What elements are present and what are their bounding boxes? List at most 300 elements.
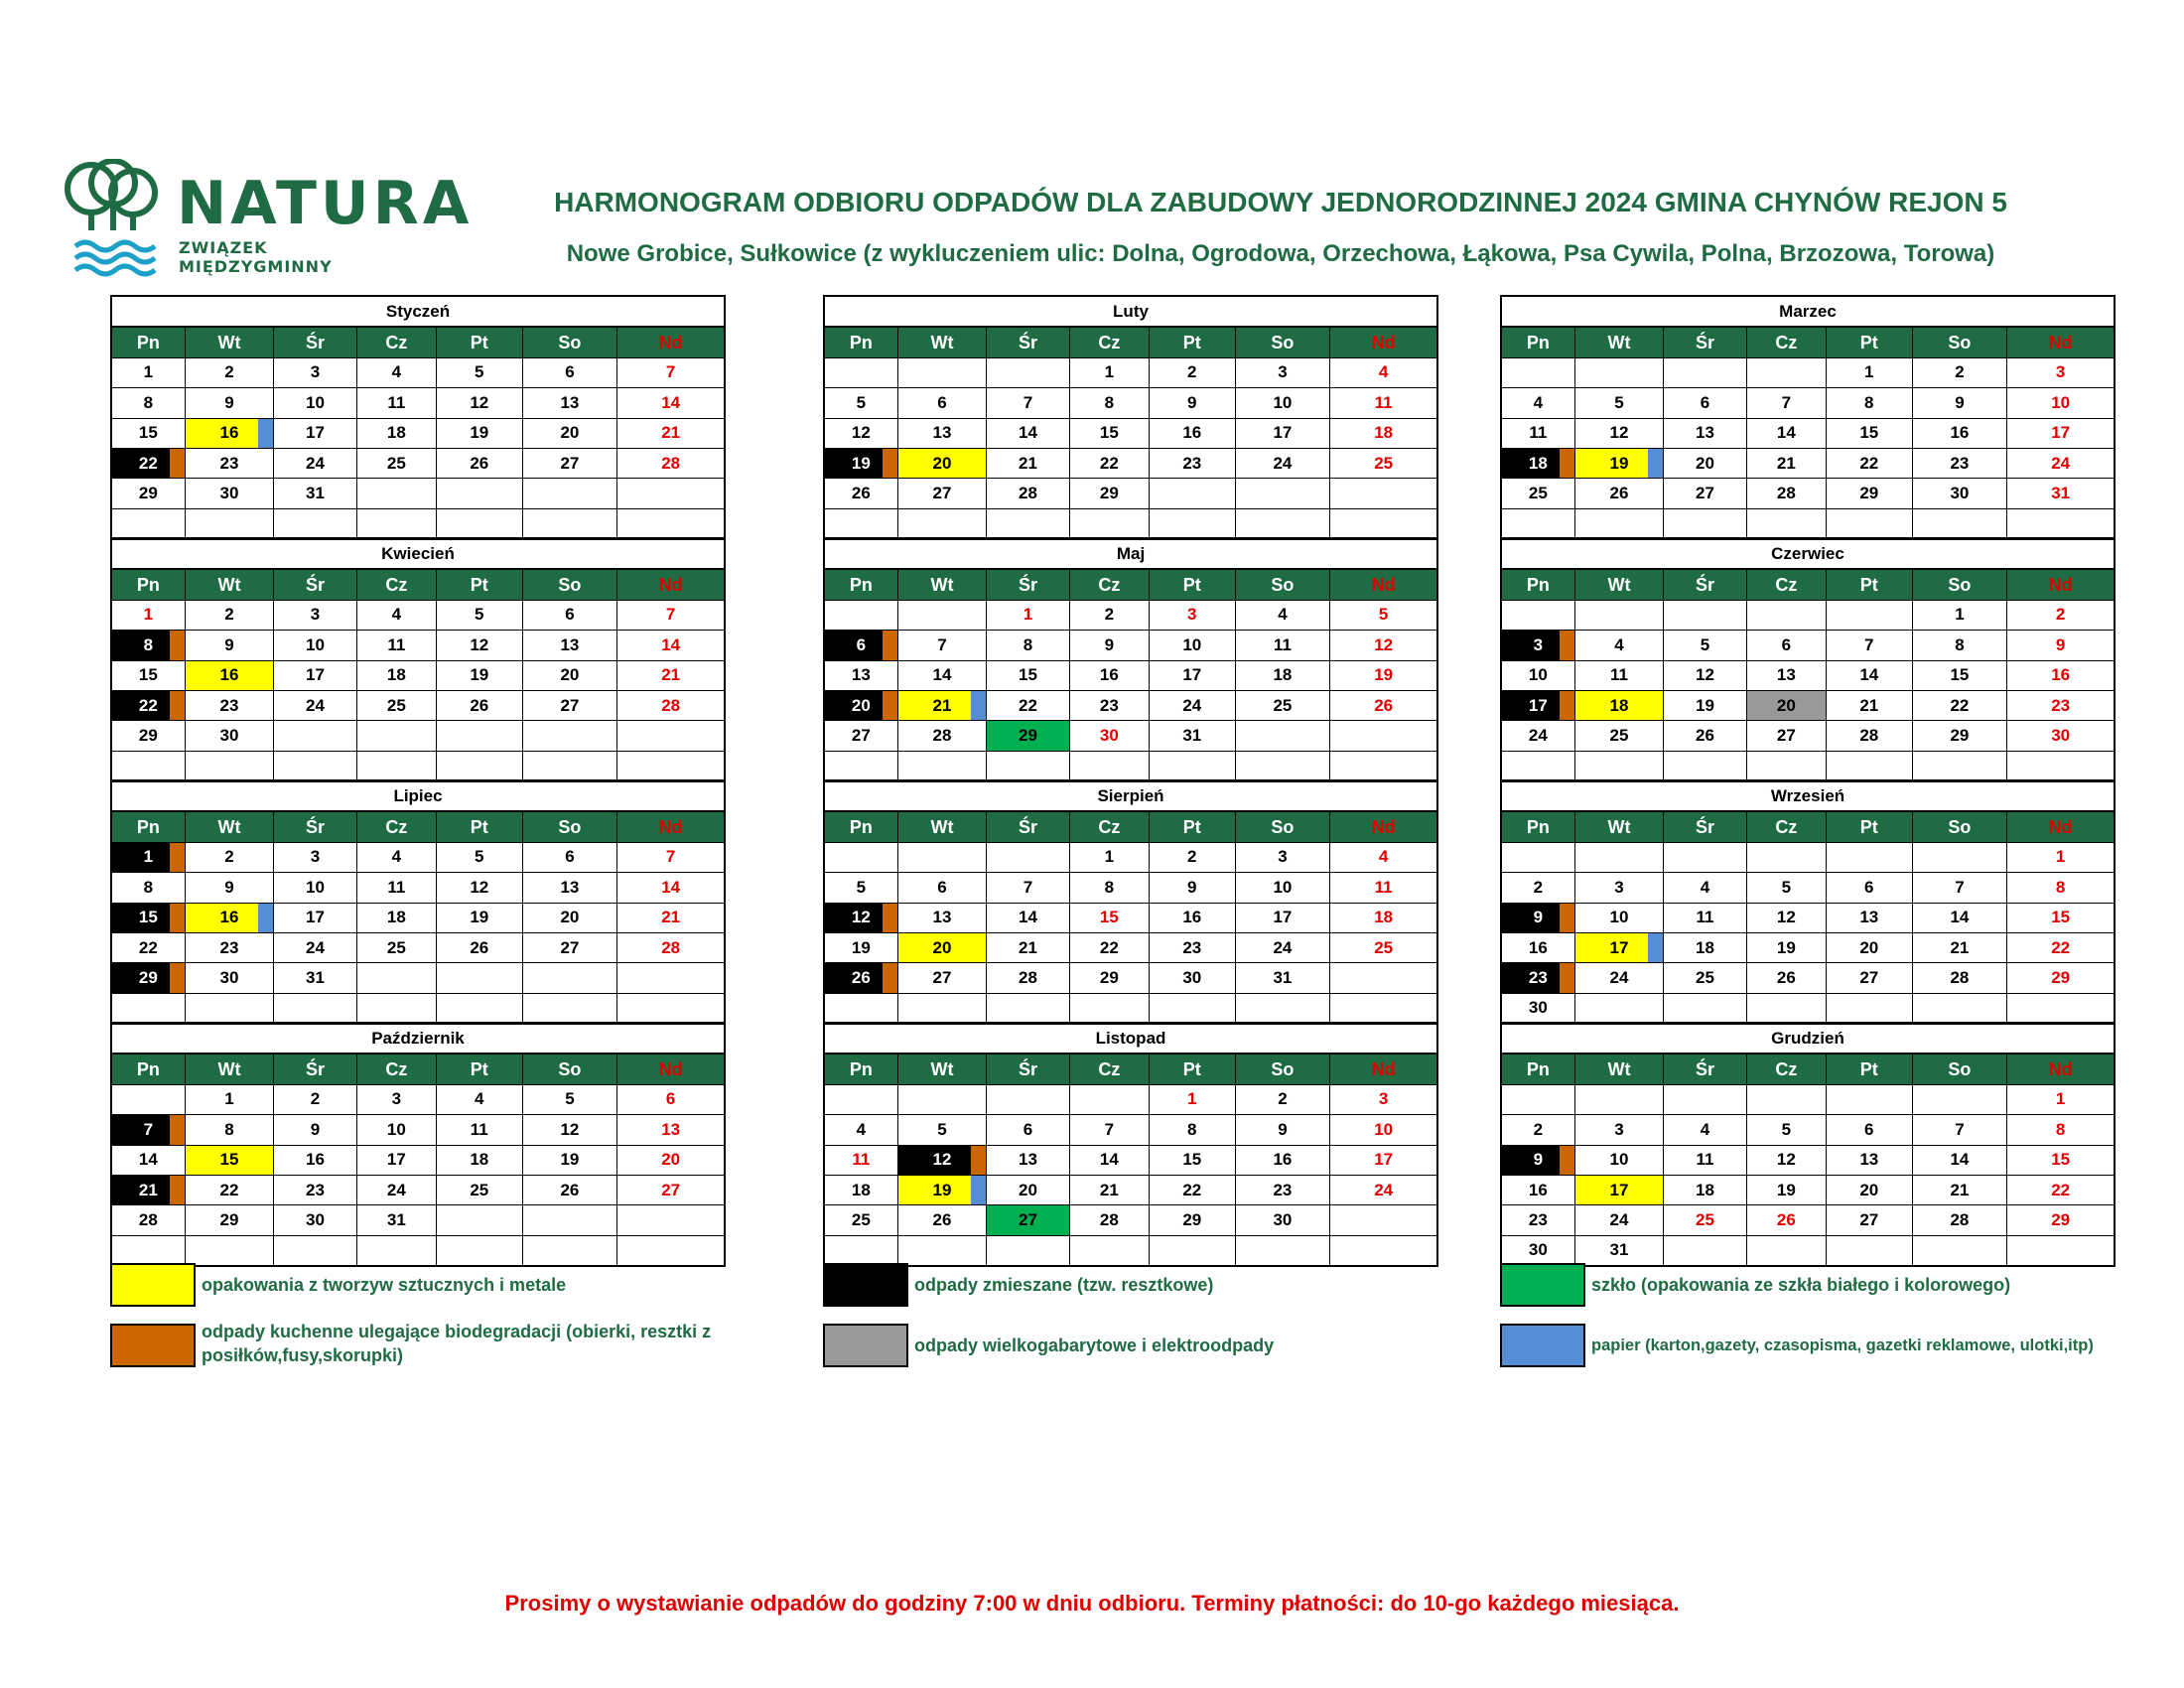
day-cell <box>1574 690 1664 720</box>
day-number: 8 <box>1864 392 1874 412</box>
day-number: 5 <box>1700 634 1710 654</box>
day-number: 29 <box>1859 484 1879 503</box>
empty-cell <box>522 479 617 508</box>
day-number: 5 <box>856 392 867 412</box>
day-cell <box>824 479 897 508</box>
weekday-header: Cz <box>356 1054 436 1084</box>
day-cell <box>274 660 356 690</box>
day-number: 26 <box>1696 726 1714 746</box>
weekday-header: Pt <box>1150 811 1236 842</box>
weekday-header: Pn <box>824 1054 897 1084</box>
day-number: 30 <box>306 1210 325 1230</box>
bio-waste-marker <box>883 449 897 478</box>
day-number: 27 <box>1859 1210 1879 1230</box>
empty-cell <box>987 1084 1069 1114</box>
day-cell <box>1746 418 1826 448</box>
day-cell <box>522 418 617 448</box>
weekday-header: Nd <box>2007 569 2115 600</box>
empty-cell <box>1827 1084 1913 1114</box>
weekday-header: So <box>522 569 617 600</box>
weekday-header: Pt <box>437 811 523 842</box>
empty-cell <box>2007 751 2115 781</box>
day-number: 9 <box>224 634 234 654</box>
day-number: 15 <box>1182 1150 1202 1170</box>
day-number: 30 <box>219 726 239 746</box>
legend-swatch <box>1500 1263 1585 1307</box>
day-number: 6 <box>1864 877 1874 897</box>
day-number: 10 <box>1528 665 1548 685</box>
day-cell <box>1330 631 1437 660</box>
empty-cell <box>897 508 987 539</box>
day-number: 14 <box>1019 423 1037 443</box>
day-number: 13 <box>932 908 952 927</box>
day-cell <box>1150 1115 1236 1145</box>
day-number: 12 <box>1696 665 1714 685</box>
day-cell <box>185 721 274 751</box>
empty-cell <box>356 963 436 993</box>
day-number: 26 <box>1374 695 1394 715</box>
day-number: 16 <box>1528 1180 1548 1199</box>
day-cell <box>1330 690 1437 720</box>
day-cell <box>1150 1084 1236 1114</box>
day-number: 7 <box>1023 392 1033 412</box>
day-number: 10 <box>306 877 325 897</box>
empty-cell <box>1664 993 1746 1024</box>
day-cell <box>522 357 617 387</box>
day-cell <box>987 418 1069 448</box>
day-number: 16 <box>219 665 239 685</box>
month-calendar <box>823 295 1438 540</box>
day-cell <box>1330 1115 1437 1145</box>
day-cell <box>356 1115 436 1145</box>
weekday-header: Pt <box>437 327 523 357</box>
paper-marker <box>258 904 273 932</box>
day-cell <box>1912 1145 2007 1175</box>
day-number: 29 <box>1182 1210 1202 1230</box>
day-cell <box>824 721 897 751</box>
day-number: 12 <box>470 392 489 412</box>
day-number: 22 <box>219 1180 239 1199</box>
day-cell <box>1069 1205 1149 1235</box>
month-name: Marzec <box>1501 296 2115 327</box>
empty-cell <box>1746 1084 1826 1114</box>
day-number: 28 <box>661 453 681 473</box>
day-cell <box>824 448 897 478</box>
day-number: 5 <box>475 605 484 625</box>
empty-cell <box>2007 1235 2115 1266</box>
day-cell <box>2007 690 2115 720</box>
month-calendar <box>823 779 1438 1025</box>
day-cell <box>1912 1175 2007 1204</box>
bio-waste-marker <box>1560 691 1574 720</box>
day-cell <box>1912 1205 2007 1235</box>
day-cell <box>987 1115 1069 1145</box>
day-cell <box>1827 1115 1913 1145</box>
empty-cell <box>356 1235 436 1266</box>
day-cell <box>1574 903 1664 932</box>
empty-cell <box>1235 721 1330 751</box>
day-number: 30 <box>219 484 239 503</box>
day-cell <box>1746 1205 1826 1235</box>
day-cell <box>1746 1115 1826 1145</box>
day-cell <box>437 1084 523 1114</box>
day-cell <box>824 963 897 993</box>
weekday-header: Cz <box>1746 327 1826 357</box>
day-cell <box>522 1084 617 1114</box>
empty-cell <box>1664 1084 1746 1114</box>
day-cell <box>617 1145 725 1175</box>
day-number: 25 <box>470 1180 489 1199</box>
day-cell <box>1746 1145 1826 1175</box>
day-cell <box>522 600 617 630</box>
weekday-header: Cz <box>1746 811 1826 842</box>
day-cell <box>1664 479 1746 508</box>
bio-waste-marker <box>170 843 185 872</box>
day-number: 14 <box>661 877 681 897</box>
empty-cell <box>185 993 274 1024</box>
day-cell <box>274 600 356 630</box>
day-cell <box>1330 873 1437 903</box>
day-cell <box>1912 932 2007 962</box>
empty-cell <box>1069 508 1149 539</box>
day-number: 9 <box>1533 908 1544 927</box>
weekday-header: So <box>1912 327 2007 357</box>
day-cell <box>1501 690 1574 720</box>
day-cell <box>111 388 185 418</box>
weekday-header: Pn <box>1501 811 1574 842</box>
day-number: 24 <box>1609 1210 1629 1230</box>
day-number: 26 <box>470 937 489 957</box>
day-number: 17 <box>1609 1180 1629 1199</box>
day-number: 15 <box>1859 423 1879 443</box>
day-number: 25 <box>851 1210 871 1230</box>
weekday-header: Pn <box>824 327 897 357</box>
empty-cell <box>897 1084 987 1114</box>
day-cell <box>1664 388 1746 418</box>
day-number: 20 <box>932 453 952 473</box>
day-cell <box>1827 660 1913 690</box>
month-name: Luty <box>824 296 1437 327</box>
empty-cell <box>1912 508 2007 539</box>
day-number: 30 <box>219 968 239 988</box>
day-number: 3 <box>310 847 321 867</box>
day-number: 4 <box>1700 877 1710 897</box>
day-number: 9 <box>2055 634 2066 654</box>
day-number: 2 <box>1278 1089 1288 1109</box>
day-number: 18 <box>386 665 406 685</box>
day-number: 2 <box>224 605 234 625</box>
day-cell <box>111 1145 185 1175</box>
day-cell <box>1827 631 1913 660</box>
day-cell <box>1912 721 2007 751</box>
day-number: 9 <box>1187 392 1197 412</box>
empty-cell <box>897 751 987 781</box>
legend-swatch <box>823 1324 908 1367</box>
day-cell <box>185 932 274 962</box>
day-cell <box>2007 1084 2115 1114</box>
day-cell <box>1664 963 1746 993</box>
day-cell <box>1069 660 1149 690</box>
day-number: 16 <box>1273 1150 1293 1170</box>
day-number: 7 <box>1955 877 1965 897</box>
day-cell <box>1150 690 1236 720</box>
day-cell <box>897 660 987 690</box>
day-cell <box>1330 903 1437 932</box>
day-cell <box>185 873 274 903</box>
bio-waste-marker <box>883 904 897 932</box>
day-cell <box>1664 1115 1746 1145</box>
day-number: 22 <box>1182 1180 1202 1199</box>
month-name: Styczeń <box>111 296 725 327</box>
empty-cell <box>617 1235 725 1266</box>
weekday-header: Pn <box>1501 1054 1574 1084</box>
day-cell <box>1912 357 2007 387</box>
day-cell <box>617 448 725 478</box>
month-name: Kwiecień <box>111 538 725 569</box>
day-number: 9 <box>224 877 234 897</box>
bio-waste-marker <box>883 691 897 720</box>
day-number: 17 <box>306 665 325 685</box>
day-number: 27 <box>560 453 580 473</box>
day-number: 24 <box>1374 1180 1394 1199</box>
day-cell <box>2007 1115 2115 1145</box>
day-number: 12 <box>851 908 871 927</box>
day-number: 26 <box>851 484 871 503</box>
day-number: 13 <box>1859 908 1879 927</box>
weekday-header: Cz <box>1069 1054 1149 1084</box>
day-number: 5 <box>1781 877 1792 897</box>
day-cell <box>1150 388 1236 418</box>
empty-cell <box>987 751 1069 781</box>
empty-cell <box>1501 751 1574 781</box>
empty-cell <box>522 993 617 1024</box>
day-number: 28 <box>661 937 681 957</box>
bio-waste-marker <box>883 631 897 659</box>
empty-cell <box>1664 842 1746 872</box>
day-number: 15 <box>1099 908 1119 927</box>
day-cell <box>1069 873 1149 903</box>
day-number: 23 <box>1528 1210 1548 1230</box>
day-number: 24 <box>1273 937 1293 957</box>
day-cell <box>617 357 725 387</box>
day-number: 10 <box>1273 877 1293 897</box>
day-cell <box>1069 903 1149 932</box>
empty-cell <box>1330 751 1437 781</box>
day-number: 17 <box>306 908 325 927</box>
day-cell <box>1501 1115 1574 1145</box>
day-cell <box>1150 932 1236 962</box>
day-cell <box>2007 903 2115 932</box>
day-number: 21 <box>1019 937 1037 957</box>
day-cell <box>1150 842 1236 872</box>
day-cell <box>356 357 436 387</box>
day-cell <box>1150 963 1236 993</box>
day-number: 8 <box>2055 1119 2066 1139</box>
day-cell <box>274 1115 356 1145</box>
day-number: 21 <box>661 423 681 443</box>
day-number: 7 <box>1864 634 1874 654</box>
day-cell <box>1330 418 1437 448</box>
day-cell <box>897 721 987 751</box>
day-cell <box>1330 1084 1437 1114</box>
day-cell <box>522 1145 617 1175</box>
day-cell <box>1150 660 1236 690</box>
day-cell <box>522 1115 617 1145</box>
month-calendar <box>1500 537 2116 782</box>
day-number: 8 <box>2055 877 2066 897</box>
day-number: 6 <box>565 362 575 382</box>
day-number: 19 <box>851 453 871 473</box>
day-cell <box>1501 1235 1574 1266</box>
month-name: Wrzesień <box>1501 780 2115 811</box>
page-subtitle: Nowe Grobice, Sułkowice (z wykluczeniem ulic: Dolna, Ogrodowa, Orzechowa, Łąkowa, Psa Cywila, Polna, Brzozowa, Torowa) <box>566 240 1995 267</box>
weekday-header: Wt <box>897 327 987 357</box>
day-number: 21 <box>1099 1180 1119 1199</box>
day-cell <box>1501 631 1574 660</box>
day-cell <box>1912 448 2007 478</box>
day-cell <box>2007 388 2115 418</box>
day-cell <box>617 873 725 903</box>
day-cell <box>111 1175 185 1204</box>
day-number: 15 <box>1099 423 1119 443</box>
day-cell <box>1330 1145 1437 1175</box>
day-cell <box>522 842 617 872</box>
day-number: 18 <box>851 1180 871 1199</box>
day-number: 13 <box>560 634 580 654</box>
weekday-header: Pn <box>1501 569 1574 600</box>
day-number: 1 <box>143 362 154 382</box>
day-cell <box>1235 357 1330 387</box>
day-number: 11 <box>1696 908 1714 927</box>
day-cell <box>111 631 185 660</box>
day-number: 6 <box>565 605 575 625</box>
day-cell <box>897 631 987 660</box>
empty-cell <box>1827 600 1913 630</box>
day-cell <box>1235 1115 1330 1145</box>
day-cell <box>356 1175 436 1204</box>
empty-cell <box>1746 842 1826 872</box>
day-cell <box>1746 932 1826 962</box>
day-cell <box>987 448 1069 478</box>
day-number: 19 <box>932 1180 952 1199</box>
day-cell <box>185 388 274 418</box>
day-number: 7 <box>1023 877 1033 897</box>
day-cell <box>617 1084 725 1114</box>
empty-cell <box>1574 751 1664 781</box>
empty-cell <box>1330 1205 1437 1235</box>
day-cell <box>1912 963 2007 993</box>
day-cell <box>897 932 987 962</box>
legend-swatch <box>823 1263 908 1307</box>
day-cell <box>522 690 617 720</box>
month-calendar <box>110 295 726 540</box>
day-cell <box>824 631 897 660</box>
paper-marker <box>971 1176 986 1204</box>
day-number: 31 <box>1273 968 1293 988</box>
day-number: 20 <box>1019 1180 1037 1199</box>
day-number: 5 <box>475 362 484 382</box>
day-number: 6 <box>856 634 867 654</box>
day-number: 26 <box>1609 484 1629 503</box>
day-cell <box>111 963 185 993</box>
day-number: 24 <box>306 937 325 957</box>
day-cell <box>437 903 523 932</box>
day-cell <box>897 903 987 932</box>
day-number: 27 <box>560 937 580 957</box>
day-cell <box>1827 1145 1913 1175</box>
weekday-header: Nd <box>617 327 725 357</box>
empty-cell <box>522 963 617 993</box>
day-cell <box>1150 600 1236 630</box>
day-cell <box>824 388 897 418</box>
day-cell <box>1827 721 1913 751</box>
day-cell <box>824 1175 897 1204</box>
day-cell <box>1235 1205 1330 1235</box>
day-number: 19 <box>1696 695 1714 715</box>
day-cell <box>185 1175 274 1204</box>
day-cell <box>437 357 523 387</box>
empty-cell <box>185 508 274 539</box>
day-number: 30 <box>1273 1210 1293 1230</box>
day-number: 1 <box>1955 605 1965 625</box>
day-number: 30 <box>1528 998 1548 1018</box>
weekday-header: Pt <box>437 569 523 600</box>
day-number: 15 <box>138 423 158 443</box>
day-cell <box>824 1205 897 1235</box>
weekday-header: Cz <box>1069 569 1149 600</box>
weekday-header: Śr <box>274 811 356 842</box>
day-number: 30 <box>1950 484 1970 503</box>
natura-logo <box>62 159 474 283</box>
empty-cell <box>522 1235 617 1266</box>
day-cell <box>617 690 725 720</box>
day-cell <box>185 660 274 690</box>
empty-cell <box>185 751 274 781</box>
day-cell <box>824 690 897 720</box>
day-cell <box>1664 418 1746 448</box>
day-number: 21 <box>138 1180 158 1199</box>
day-number: 15 <box>1019 665 1037 685</box>
day-cell <box>1501 660 1574 690</box>
day-number: 25 <box>1528 484 1548 503</box>
day-cell <box>1235 932 1330 962</box>
empty-cell <box>824 1235 897 1266</box>
day-number: 13 <box>1859 1150 1879 1170</box>
day-number: 27 <box>932 968 952 988</box>
day-cell <box>2007 873 2115 903</box>
day-number: 3 <box>391 1089 402 1109</box>
empty-cell <box>1746 600 1826 630</box>
day-number: 20 <box>661 1150 681 1170</box>
day-number: 19 <box>470 908 489 927</box>
day-cell <box>2007 448 2115 478</box>
day-cell <box>274 1175 356 1204</box>
day-number: 17 <box>1374 1150 1394 1170</box>
day-number: 11 <box>387 634 406 654</box>
month-name: Sierpień <box>824 780 1437 811</box>
day-number: 30 <box>1528 1240 1548 1260</box>
month-name: Październik <box>111 1023 725 1054</box>
empty-cell <box>617 963 725 993</box>
day-cell <box>617 842 725 872</box>
day-number: 4 <box>1700 1119 1710 1139</box>
day-number: 20 <box>1859 1180 1879 1199</box>
day-number: 8 <box>224 1119 234 1139</box>
day-cell <box>617 932 725 962</box>
day-number: 1 <box>1187 1089 1197 1109</box>
empty-cell <box>1330 963 1437 993</box>
weekday-header: Śr <box>1664 327 1746 357</box>
